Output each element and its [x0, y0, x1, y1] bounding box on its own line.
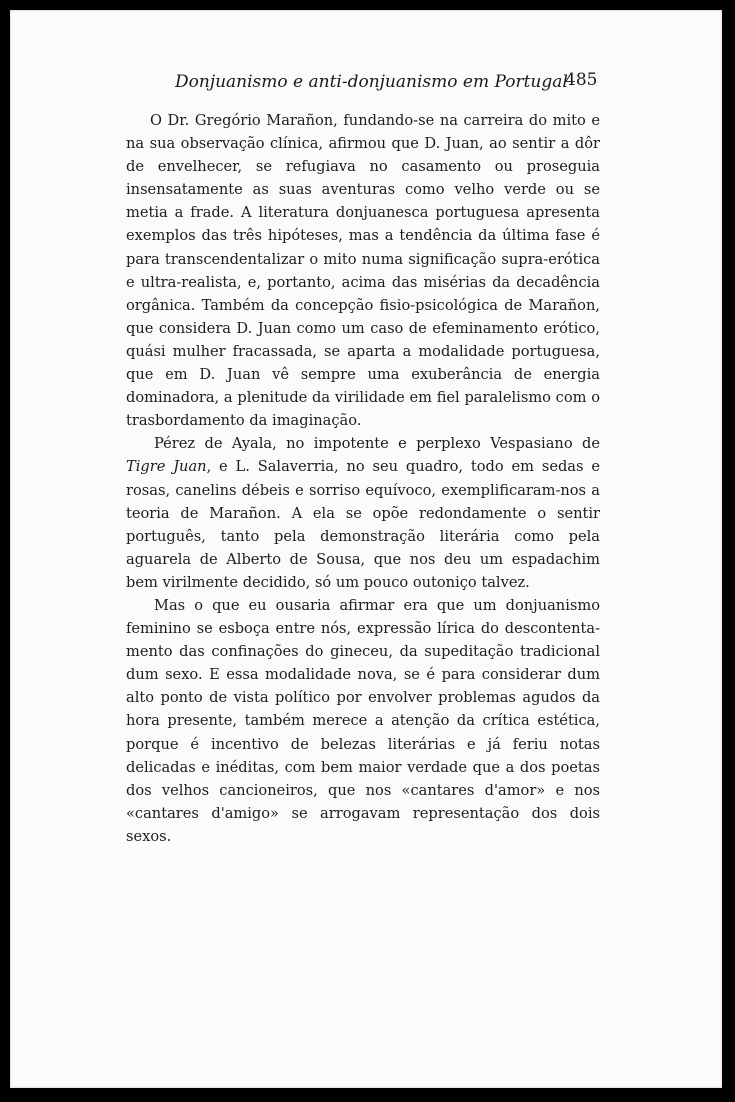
book-title-tigre-juan: Tigre Juan [126, 458, 207, 476]
paragraph-2-start: Pérez de Ayala, no impotente e perplexo Vespasiano de [154, 435, 600, 453]
running-header: Donjuanismo e anti-donjuanismo em Portugal [175, 72, 568, 92]
paragraph-3: Mas o que eu ousaria afirmar era que um donjuanismo feminino se esboça entre nós, expressão lírica do descontentamento das confinações do gineceu, da supeditação tradicional dum sexo. E essa modalidade nova, se é para considerar dum alto ponto de vista político por envolver problemas agudos da hora presente, também merece a atenção da crítica estética, porque é incentivo de belezas literárias e já feriu notas delicadas e inéditas, com bem maior verdade que a dos poetas dos velhos cancioneiros, que nos «cantares d'amor» e nos «cantares d'amigo» se arrogavam representação dos dois sexos. [126, 596, 600, 845]
paragraph-1: O Dr. Gregório Marañon, fundando-se na carreira do mito e na sua observação clínica, afirmou que D. Juan, ao sentir a dôr de envelhecer, se refugiava no casamento ou proseguia insensatamente as suas aventuras como velho verde ou se metia a frade. A literatura donjuanesca portuguesa apresenta exemplos das três hipóteses, mas a tendência da última fase é para transcendentalizar o mito numa significação supra-erótica e ultra-realista, e, portanto, acima das misérias da decadência orgânica. Também da concepção fisio-psicológica de Marañon, que considera D. Juan como um caso de efeminamento erótico, quási mulher fracassada, se aparta a modalidade portuguesa, que em D. Juan vê sempre uma exuberância de energia dominadora, a plenitude da virilidade em fiel paralelismo com o trasbordamento da imaginação. [126, 112, 600, 430]
book-page [10, 10, 722, 1088]
page-number: 485 [565, 70, 598, 90]
paragraph-2 [126, 432, 600, 594]
paragraph-2-end: , e L. Salaverria, no seu quadro, todo em sedas e rosas, canelins débeis e sorriso equívoco, exemplificaram-nos a teoria de Marañon. A ela se opõe redondamente o sentir português, tanto pela demonstração literária como pela aguarela de Alberto de Sousa, que nos deu um espadachim bem virilmente decidido, só um pouco outoniço talvez. [126, 458, 600, 591]
body-text [126, 109, 600, 848]
